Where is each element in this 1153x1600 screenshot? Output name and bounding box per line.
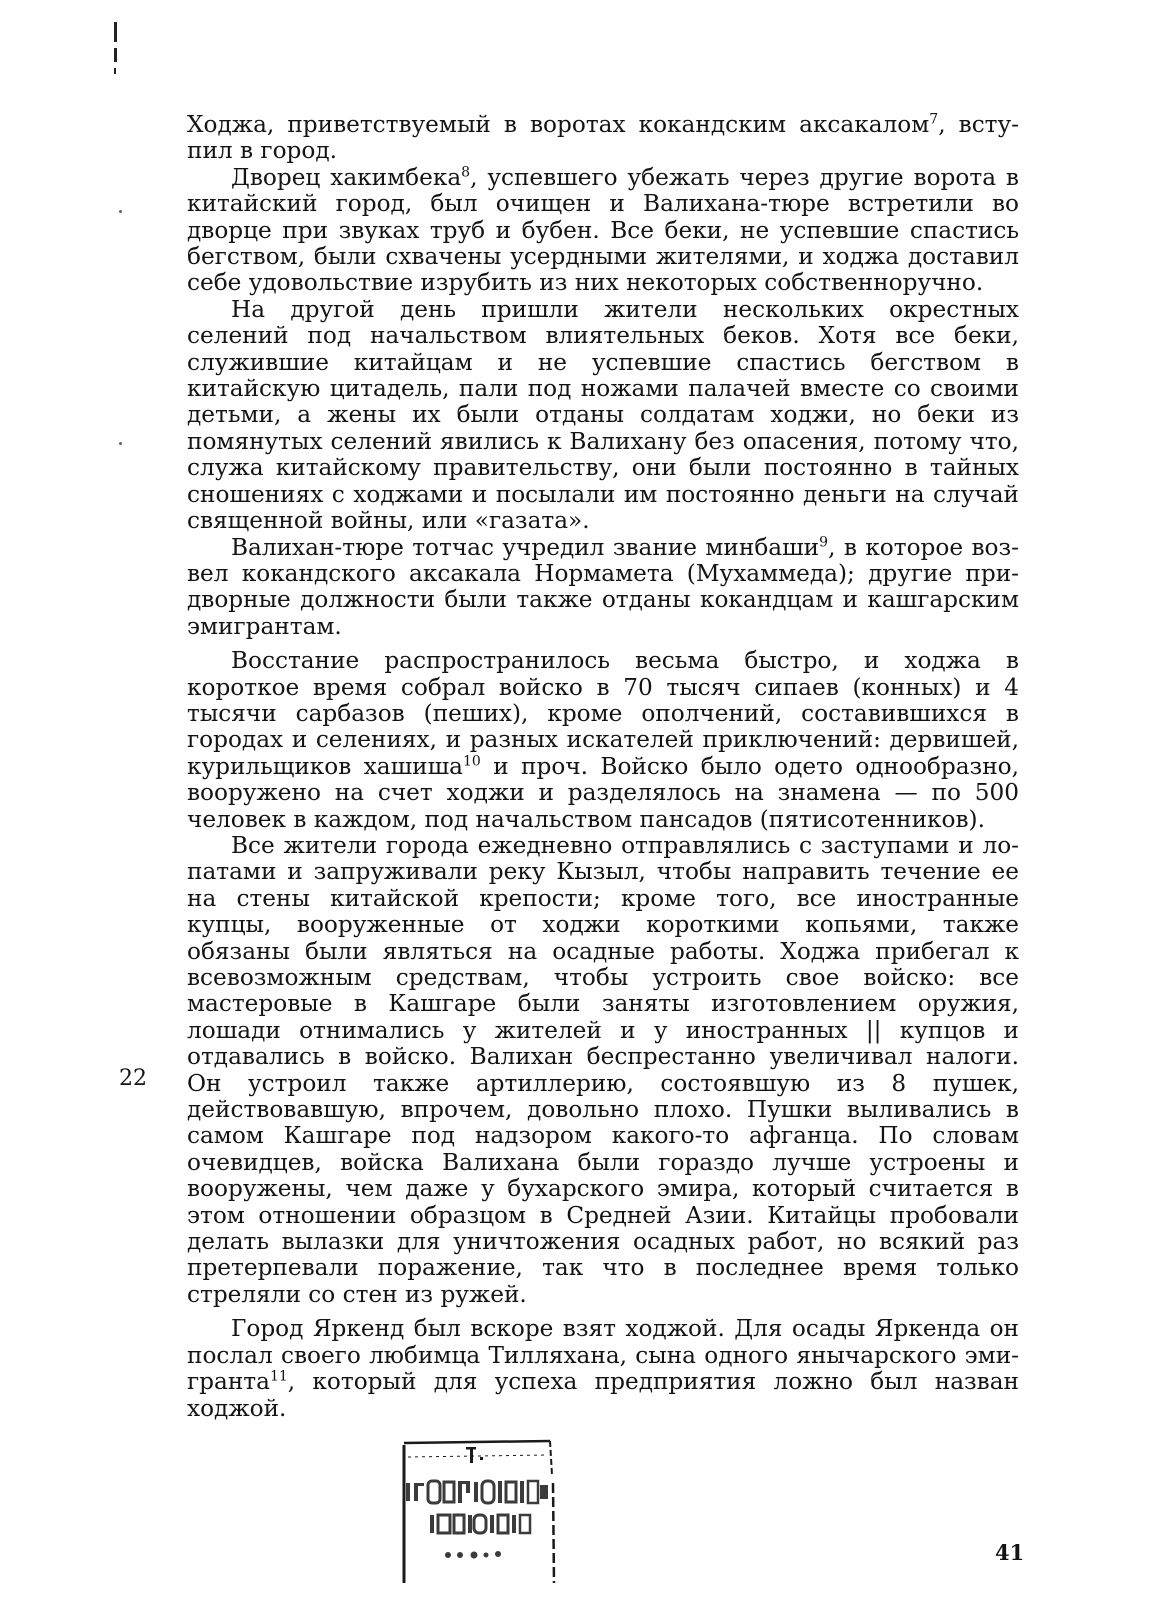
text-run: Валихан-тюре тотчас учредил звание минбаши — [231, 533, 820, 561]
text-run: Дворец хакимбека — [231, 163, 462, 191]
scan-speck — [119, 210, 122, 213]
footnote-ref: 8 — [461, 164, 471, 181]
text-run: , в которое возвел кокандского аксакала Нормамета (Мухаммеда); другие придворные должности были также отданы кокандцам и кашгарским эмигрантам. — [187, 533, 1019, 640]
paragraph — [187, 165, 1019, 297]
text-run: Восстание распространилось весьма быстро, и ходжа в короткое время собрал войско в 70 тысяч сипаев (конных) и 4 тысячи сарбазов (пеших), кроме ополчений, составившихся в городах и селениях, и разных искателей приключений: дервишей, курильщиков хашиша — [187, 647, 1019, 780]
text-run: , который для успеха предприятия ложно был назван ходжой. — [187, 1368, 1019, 1422]
footnote-ref: 10 — [463, 753, 481, 770]
text-run: , успевшего убежать через другие ворота в китайский город, был очищен и Валихана-тюре встретили во дворце при звуках труб и бубен. Все беки, не успевшие спастись бегством, были схвачены усердными жителями, и ходжа доставил себе удовольствие изрубить из них некоторых собственноручно. — [187, 163, 1019, 297]
paragraph — [187, 297, 1019, 535]
text-run: Ходжа, приветствуемый в воротах кокандским аксакалом — [187, 111, 930, 138]
library-stamp — [400, 1435, 558, 1585]
scan-speck — [119, 442, 122, 445]
footnote-ref: 11 — [269, 1368, 288, 1385]
paragraph — [187, 535, 1019, 641]
footnote-ref: 7 — [929, 111, 939, 128]
paragraph — [187, 112, 1019, 165]
paragraph — [187, 648, 1019, 833]
text-run: Город Яркенд был вскоре взят ходжой. Для осады Яркенда он послал своего любимца Тилляхана, сына одного янычарского эмигранта — [187, 1315, 1019, 1396]
body-text — [187, 112, 1019, 1422]
text-run: На другой день пришли жители нескольких окрестных селений под начальством влиятельных беков. Хотя все беки, служившие китайцам и не успевшие спастись бегством в китайскую цитадель, пали под ножами палачей вместе со своими детьми, а жены их были отданы солдатам ходжи, но беки из помянутых селений явились к Валихану без опасения, потому что, служа китайскому правительству, они были постоянно в тайных сношениях с ходжами и посылали им постоянно деньги на случай священной войны, или «газата». — [187, 295, 1019, 535]
paragraph — [187, 833, 1019, 1308]
page-number: 41 — [995, 1540, 1025, 1565]
footnote-ref: 9 — [819, 533, 829, 550]
paragraph — [187, 1316, 1019, 1422]
text-run: , вступил в город. — [187, 111, 1019, 165]
original-page-marker: 22 — [119, 1066, 147, 1091]
text-run: и проч. Войско было одето однообразно, вооружено на счет ходжи и разделялось на знамена — по 500 человек в каждом, под начальством пансадов (пятисотенников). — [187, 752, 1019, 833]
text-run: Все жители города ежедневно отправлялись с заступами и лопатами и запруживали реку Кызыл, чтобы направить течение ее на стены китайской крепости; кроме того, все иностранные купцы, вооруженные от ходжи короткими копьями, также обязаны были являться на осадные работы. Ходжа прибегал к всевозможным средствам, чтобы устроить свое войско: все мастеровые в Кашгаре были заняты изготовлением оружия, лошади отнимались у жителей и у иностранных || купцов и отдавались в войско. Валихан беспрестанно увеличивал налоги. Он устроил также артиллерию, состоявшую из 8 пушек, действовавшую, впрочем, довольно плохо. Пушки выливались в самом Кашгаре под надзором какого-то афганца. По словам очевидцев, войска Валихана были гораздо лучше устроены и вооружены, чем даже у бухарского эмира, который считается в этом отношении образцом в Средней Азии. Китайцы пробовали делать вылазки для уничтожения осадных работ, но всякий раз претерпевали поражение, так что в последнее время только стреляли со стен из ружей. — [187, 831, 1019, 1308]
scan-edge-mark — [113, 22, 118, 78]
